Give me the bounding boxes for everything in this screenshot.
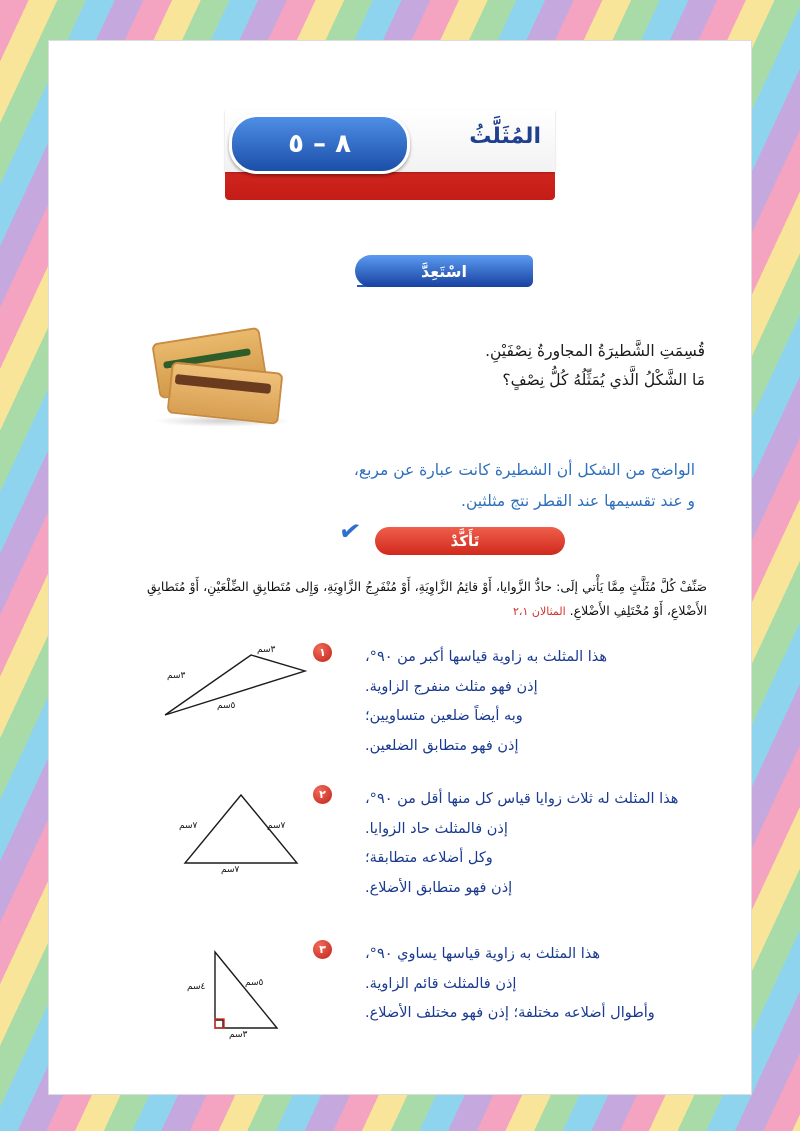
answer-line-1: الواضح من الشكل أن الشطيرة كانت عبارة عن مربع،	[353, 461, 695, 479]
instruction-paragraph	[147, 575, 707, 624]
side-label-1c: ٥سم	[217, 701, 236, 711]
side-label-3b: ٤سم	[187, 982, 206, 992]
figure-right-scalene-triangle	[145, 940, 345, 1050]
answer-line-2: و عند تقسيمها عند القطر نتج مثلثين.	[461, 492, 695, 510]
exercise-1-line-4: إذن فهو متطابق الضلعين.	[365, 738, 519, 755]
instruction-reference: المثالان ٢،١	[513, 605, 566, 619]
exercise-2-line-2: إذن فالمثلث حاد الزوايا.	[365, 820, 508, 837]
exercise-2-text	[365, 785, 705, 904]
side-label-2a: ٧سم	[267, 821, 286, 831]
exercise-1-line-1: هذا المثلث به زاوية قياسها أكبر من ٩٠°،	[365, 649, 608, 665]
lesson-title-block	[225, 110, 555, 205]
page-content	[65, 55, 735, 1080]
confirm-banner-label: تَأَكَّدْ	[450, 532, 480, 550]
exercise-1-line-2: إذن فهو مثلث منفرج الزاوية.	[365, 678, 538, 695]
question-line-2: مَا الشَّكْلُ الَّذي يُمَثِّلُهُ كُلُّ نِصْفٍ؟	[502, 371, 705, 390]
exercise-2-line-3: وكل أضلاعه متطابقة؛	[365, 850, 493, 867]
exercise-number-badge: ٣	[313, 940, 332, 959]
lesson-number-badge: ٨ – ٥	[229, 114, 410, 174]
sandwich-photo	[145, 327, 305, 432]
exercise-2-line-4: إذن فهو متطابق الأضلاع.	[365, 880, 513, 897]
exercise-1-text	[365, 643, 705, 762]
confirm-banner	[337, 515, 565, 559]
page-title: المُثَلَّثُ	[469, 124, 541, 149]
side-label-3a: ٥سم	[245, 978, 264, 988]
figure-obtuse-isosceles-triangle	[145, 643, 345, 753]
figure-equilateral-triangle	[145, 785, 345, 895]
exercise-row-2	[145, 785, 705, 935]
prepare-answer	[275, 455, 695, 517]
exercise-number-badge: ١	[313, 643, 332, 662]
exercise-number-badge: ٢	[313, 785, 332, 804]
instruction-text: صَنِّفْ كُلَّ مُثَلَّثٍ مِمَّا يَأْتي إلَى: حادُّ الزَّوايا، أَوْ قائِمُ الزَّاوِيَةِ، أَوْ مُنْفَرِجُ الزَّاوِيَةِ، وَإِلى مُتَطابِقِ الضِّلْعَيْنِ، أَوْ مُتَطابِقِ الأَضْلاعِ، أَوْ مُخْتَلِفِ الأَضْلاعِ.	[147, 579, 707, 619]
side-label-2b: ٧سم	[179, 821, 198, 831]
page-sheet	[48, 40, 752, 1095]
prepare-banner-label: اسْتَعِدَّ	[355, 255, 533, 287]
prepare-question	[325, 337, 705, 396]
question-line-1: قُسِمَتِ الشَّطيرَةُ المجاورةُ نِصْفَيْنِ.	[485, 342, 705, 360]
checkmark-icon: ✔	[337, 515, 363, 549]
side-label-2c: ٧سم	[221, 865, 240, 875]
side-label-1b: ٣سم	[167, 671, 186, 681]
side-label-1a: ٣سم	[257, 645, 276, 655]
exercise-3-text	[365, 940, 705, 1029]
exercise-3-line-3: وأطوال أضلاعه مختلفة؛ إذن فهو مختلف الأضلاع.	[365, 1005, 655, 1022]
exercise-1-line-3: وبه أيضاً ضلعين متساويين؛	[365, 708, 523, 725]
exercise-2-line-1: هذا المثلث له ثلاث زوايا قياس كل منها أقل من ٩٠°،	[365, 791, 679, 807]
exercise-3-line-1: هذا المثلث به زاوية قياسها يساوي ٩٠°،	[365, 946, 601, 962]
exercise-row-1	[145, 643, 705, 788]
exercise-3-line-2: إذن فالمثلث قائم الزاوية.	[365, 975, 517, 992]
exercise-row-3	[145, 940, 705, 1080]
prepare-banner	[355, 255, 555, 289]
side-label-3c: ٣سم	[229, 1030, 248, 1040]
